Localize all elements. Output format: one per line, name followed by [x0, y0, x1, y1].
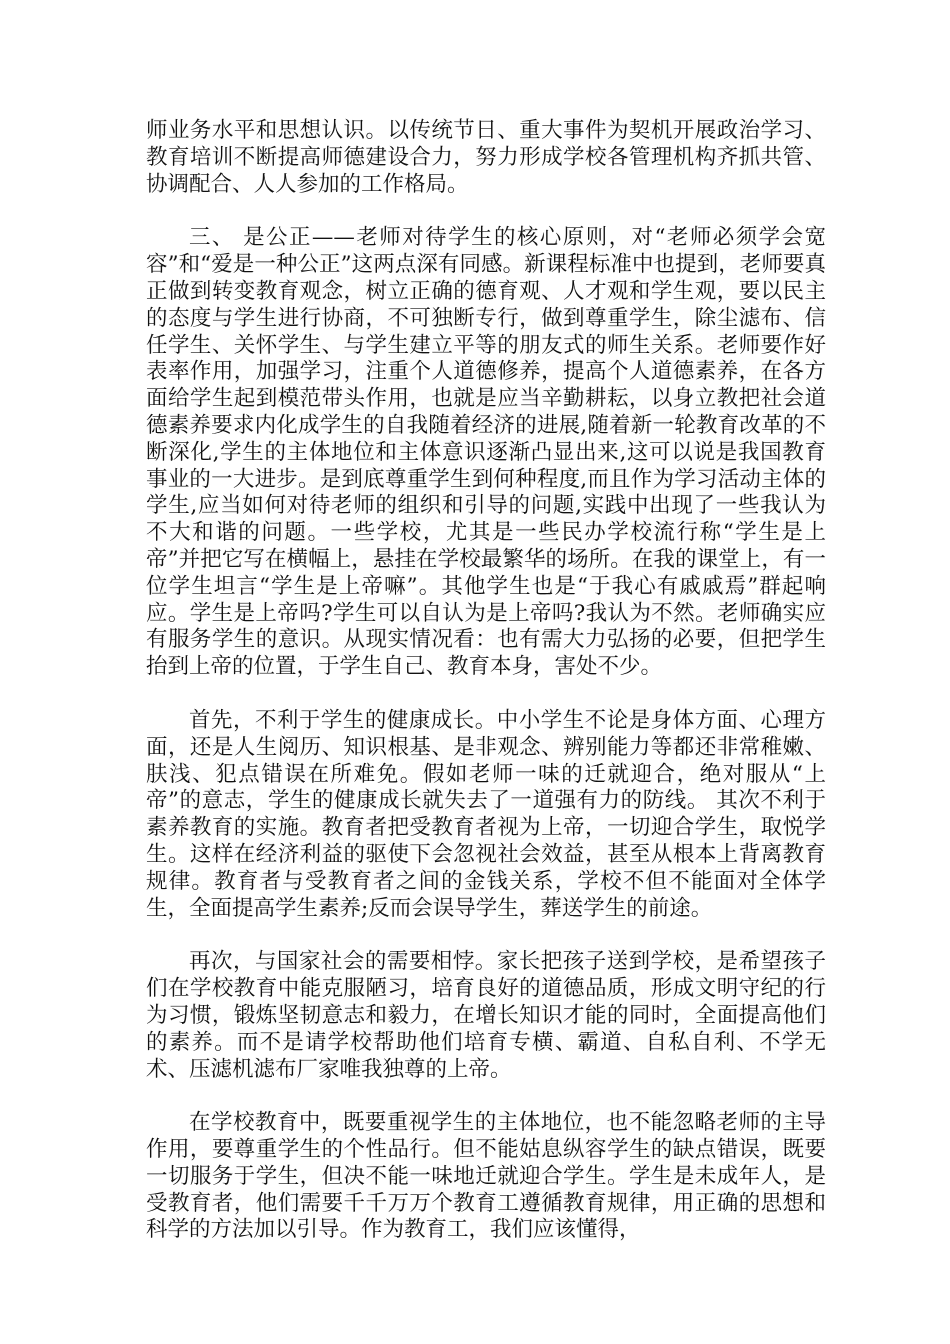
paragraph-5: 在学校教育中，既要重视学生的主体地位，也不能忽略老师的主导作用，要尊重学生的个性品行。但不能姑息纵容学生的缺点错误，既要一切服务于学生，但决不能一味地迁就迎合学生。学生是未成年人，是受教育者，他们需要千千万万个教育工遵循教育规律，用正确的思想和科学的方法加以引导。作为教育工，我们应该懂得， — [146, 1110, 826, 1243]
document-body — [146, 118, 826, 1271]
paragraph-2: 三、 是公正——老师对待学生的核心原则，对“老师必须学会宽容”和“爱是一种公正”这两点深有同感。新课程标准中也提到，老师要真正做到转变教育观念，树立正确的德育观、人才观和学生观，要以民主的态度与学生进行协商，不可独断专行，做到尊重学生，除尘滤布、信任学生、关怀学生、与学生建立平等的朋友式的师生关系。老师要作好表率作用，加强学习，注重个人道德修养，提高个人道德素养，在各方面给学生起到模范带头作用，也就是应当辛勤耕耘，以身立教把社会道德素养要求内化成学生的自我随着经济的进展,随着新一轮教育改革的不断深化,学生的主体地位和主体意识逐渐凸显出来,这可以说是我国教育事业的一大进步。是到底尊重学生到何种程度,而且作为学习活动主体的学生,应当如何对待老师的组织和引导的问题,实践中出现了一些我认为不大和谐的问题。一些学校，尤其是一些民办学校流行称“学生是上帝”并把它写在横幅上，悬挂在学校最繁华的场所。在我的课堂上，有一位学生坦言“学生是上帝嘛”。其他学生也是“于我心有戚戚焉”群起响应。学生是上帝吗?学生可以自认为是上帝吗?我认为不然。老师确实应有服务学生的意识。从现实情况看：也有需大力弘扬的必要，但把学生抬到上帝的位置，于学生自己、教育本身，害处不少。 — [146, 225, 826, 680]
paragraph-1: 师业务水平和思想认识。以传统节日、重大事件为契机开展政治学习、教育培训不断提高师德建设合力，努力形成学校各管理机构齐抓共管、协调配合、人人参加的工作格局。 — [146, 118, 826, 197]
paragraph-4: 再次，与国家社会的需要相悖。家长把孩子送到学校，是希望孩子们在学校教育中能克服陋习，培育良好的道德品质，形成文明守纪的行为习惯，锻炼坚韧意志和毅力，在增长知识才能的同时，全面提高他们的素养。而不是请学校帮助他们培育专横、霸道、自私自利、不学无术、压滤机滤布厂家唯我独尊的上帝。 — [146, 949, 826, 1082]
paragraph-3: 首先，不利于学生的健康成长。中小学生不论是身体方面、心理方面，还是人生阅历、知识根基、是非观念、辨别能力等都还非常稚嫩、肤浅、犯点错误在所难免。假如老师一味的迁就迎合，绝对服从“上帝”的意志，学生的健康成长就失去了一道强有力的防线。 其次不利于素养教育的实施。教育者把受教育者视为上帝，一切迎合学生，取悦学生。这样在经济利益的驱使下会忽视社会效益，甚至从根本上背离教育规律。教育者与受教育者之间的金钱关系，学校不但不能面对全体学生，全面提高学生素养;反而会误导学生，葬送学生的前途。 — [146, 707, 826, 921]
